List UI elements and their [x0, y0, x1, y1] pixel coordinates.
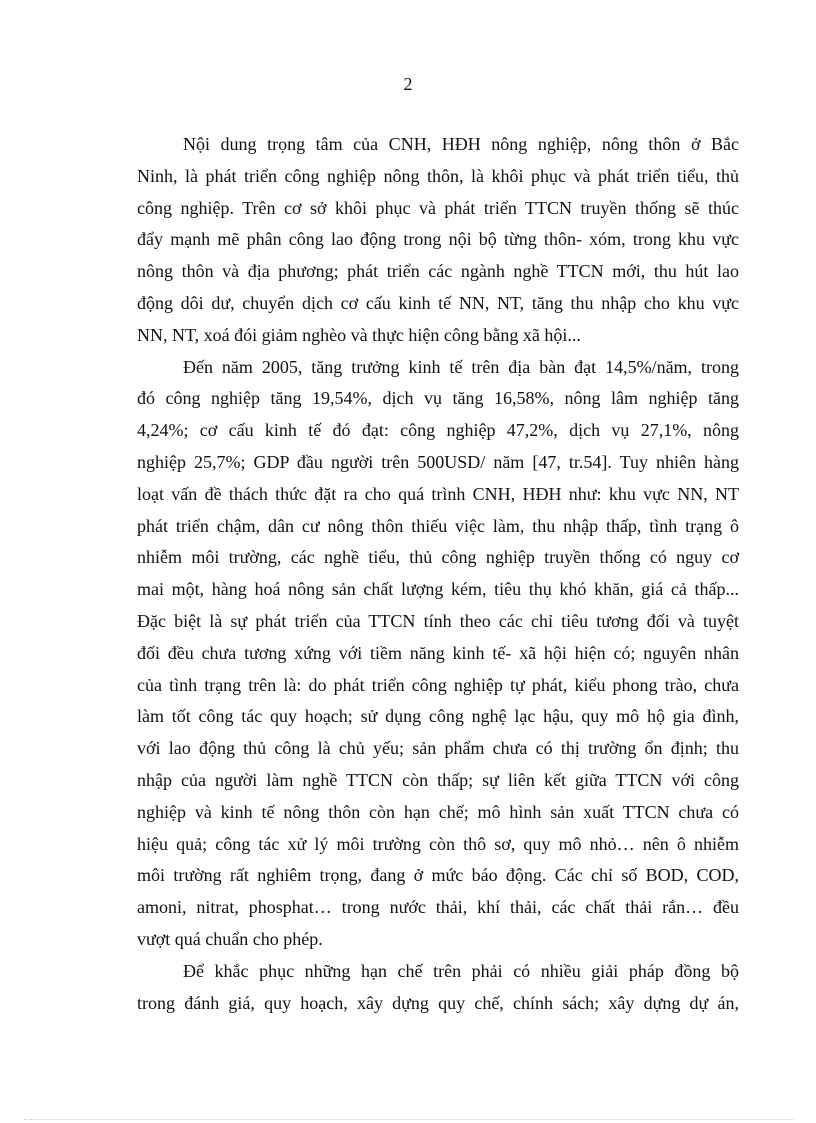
text-line: đó công nghiệp tăng 19,54%, dịch vụ tăng 16,58%, nông lâm nghiệp tăng — [137, 388, 739, 409]
text-line: vượt quá chuẩn cho phép. — [137, 928, 323, 949]
text-line: Đến năm 2005, tăng trưởng kinh tế trên địa bàn đạt 14,5%/năm, trong — [183, 356, 739, 377]
paragraph-2 — [137, 352, 739, 956]
text-line: Nội dung trọng tâm của CNH, HĐH nông nghiệp, nông thôn ở Bắc — [183, 134, 739, 154]
text-line: nhiễm môi trường, các nghề tiểu, thủ công nghiệp truyền thống có nguy cơ — [137, 547, 739, 568]
text-line: nông thôn và địa phương; phát triển các ngành nghề TTCN mới, thu hút lao — [137, 261, 739, 282]
text-line: làm tốt công tác quy hoạch; sử dụng công nghệ lạc hậu, quy mô hộ gia đình, — [137, 706, 739, 727]
text-line: Ninh, là phát triển công nghiệp nông thôn, là khôi phục và phát triển tiểu, thủ — [137, 165, 739, 186]
text-line: NN, NT, xoá đói giảm nghèo và thực hiện công bằng xã hội... — [137, 324, 581, 345]
text-line: hiệu quả; công tác xử lý môi trường còn thô sơ, quy mô nhỏ… nên ô nhiễm — [137, 833, 739, 854]
text-line: công nghiệp. Trên cơ sở khôi phục và phát triển TTCN truyền thống sẽ thúc — [137, 197, 739, 218]
body-text — [137, 129, 739, 1019]
text-line: nhập của người làm nghề TTCN còn thấp; sự liên kết giữa TTCN với công — [137, 769, 739, 790]
text-line: loạt vấn đề thách thức đặt ra cho quá trình CNH, HĐH như: khu vực NN, NT — [137, 483, 739, 504]
text-line: nghiệp 25,7%; GDP đầu người trên 500USD/ năm [47, tr.54]. Tuy nhiên hàng — [137, 451, 739, 472]
text-line: môi trường rất nghiêm trọng, đang ở mức báo động. Các chỉ số BOD, COD, — [137, 865, 739, 886]
paragraph-1 — [137, 129, 739, 352]
page-bottom-rule — [24, 1119, 794, 1120]
text-line: của tình trạng trên là: do phát triển công nghiệp tự phát, kiểu phong trào, chưa — [137, 674, 739, 695]
text-line: phát triển chậm, dân cư nông thôn thiếu việc làm, thu nhập thấp, tình trạng ô — [137, 515, 739, 536]
text-line: amoni, nitrat, phosphat… trong nước thải, khí thải, các chất thải rắn… đều — [137, 897, 739, 918]
text-line: đẩy mạnh mẽ phân công lao động trong nội bộ từng thôn- xóm, trong khu vực — [137, 229, 739, 250]
text-line: đối đều chưa tương xứng với tiềm năng kinh tế- xã hội hiện có; nguyên nhân — [137, 642, 739, 663]
text-line: nghiệp và kinh tế nông thôn còn hạn chế; mô hình sản xuất TTCN chưa có — [137, 801, 739, 822]
text-line: Để khắc phục những hạn chế trên phải có nhiều giải pháp đồng bộ — [183, 960, 739, 981]
text-line: trong đánh giá, quy hoạch, xây dựng quy chế, chính sách; xây dựng dự án, — [137, 992, 739, 1013]
text-line: với lao động thủ công là chủ yếu; sản phẩm chưa có thị trường ổn định; thu — [137, 738, 739, 759]
paragraph-3 — [137, 956, 739, 1020]
text-line: mai một, hàng hoá nông sản chất lượng kém, tiêu thụ khó khăn, giá cả thấp... — [137, 579, 739, 600]
text-line: 4,24%; cơ cấu kinh tế đó đạt: công nghiệp 47,2%, dịch vụ 27,1%, nông — [137, 420, 739, 441]
page-number: 2 — [403, 74, 413, 94]
text-line: động dôi dư, chuyển dịch cơ cấu kinh tế NN, NT, tăng thu nhập cho khu vực — [137, 292, 739, 313]
text-line: Đặc biệt là sự phát triển của TTCN tính theo các chỉ tiêu tương đối và tuyệt — [137, 610, 739, 631]
